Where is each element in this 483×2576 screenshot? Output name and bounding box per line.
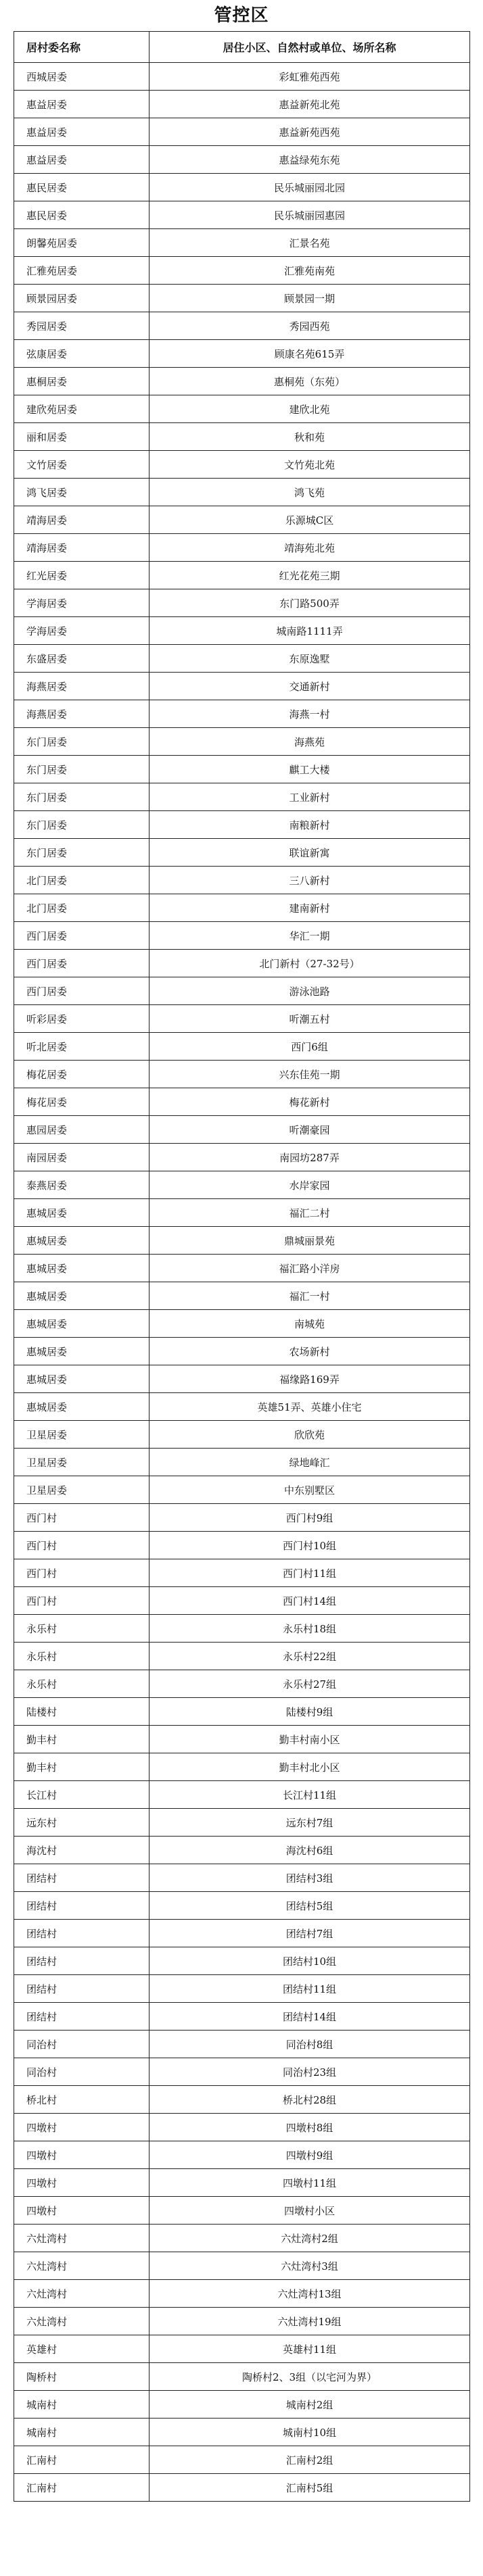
table-row (14, 1753, 470, 1781)
table-row (14, 1864, 470, 1892)
committee-cell: 北门居委 (14, 894, 150, 922)
location-cell: 北门新村（27-32号） (150, 950, 470, 977)
table-row (14, 451, 470, 479)
committee-cell: 桥北村 (14, 2086, 150, 2114)
location-cell: 秀园西苑 (150, 312, 470, 340)
committee-cell: 靖海居委 (14, 506, 150, 534)
location-cell: 华汇一期 (150, 922, 470, 950)
committee-cell: 惠城居委 (14, 1310, 150, 1338)
location-cell: 海沈村6组 (150, 1837, 470, 1864)
location-cell: 团结村5组 (150, 1892, 470, 1920)
table-row (14, 2252, 470, 2280)
table-row (14, 617, 470, 645)
location-cell: 永乐村27组 (150, 1670, 470, 1698)
location-cell: 鼎城丽景苑 (150, 1227, 470, 1255)
committee-cell: 东门居委 (14, 811, 150, 839)
table-row (14, 589, 470, 617)
committee-cell: 听北居委 (14, 1033, 150, 1061)
table-row (14, 1199, 470, 1227)
location-cell: 英雄村11组 (150, 2335, 470, 2363)
committee-cell: 海燕居委 (14, 700, 150, 728)
table-row (14, 257, 470, 285)
committee-cell: 四墩村 (14, 2197, 150, 2225)
table-row (14, 1227, 470, 1255)
location-cell: 听潮豪园 (150, 1116, 470, 1144)
committee-cell: 卫星居委 (14, 1421, 150, 1449)
table-row (14, 63, 470, 91)
location-cell: 民乐城丽园北园 (150, 174, 470, 201)
committee-cell: 丽和居委 (14, 423, 150, 451)
committee-cell: 勤丰村 (14, 1753, 150, 1781)
committee-cell: 惠桐居委 (14, 368, 150, 395)
location-cell: 惠桐苑（东苑） (150, 368, 470, 395)
committee-cell: 西门村 (14, 1504, 150, 1532)
location-cell: 远东村7组 (150, 1809, 470, 1837)
table-row (14, 1726, 470, 1753)
table-row (14, 922, 470, 950)
table-row (14, 2335, 470, 2363)
table-row (14, 201, 470, 229)
table-row (14, 700, 470, 728)
committee-cell: 六灶湾村 (14, 2280, 150, 2308)
table-row (14, 2225, 470, 2252)
committee-cell: 梅花居委 (14, 1088, 150, 1116)
table-row (14, 1809, 470, 1837)
committee-cell: 西门村 (14, 1559, 150, 1587)
table-row (14, 340, 470, 368)
table-row (14, 977, 470, 1005)
table-row (14, 118, 470, 146)
table-row (14, 506, 470, 534)
location-cell: 三八新村 (150, 867, 470, 894)
location-cell: 团结村14组 (150, 2003, 470, 2031)
table-body (14, 63, 470, 2502)
committee-cell: 惠城居委 (14, 1338, 150, 1365)
committee-cell: 西门村 (14, 1587, 150, 1615)
location-cell: 中东别墅区 (150, 1476, 470, 1504)
table-row (14, 1393, 470, 1421)
table-row (14, 368, 470, 395)
location-cell: 工业新村 (150, 783, 470, 811)
committee-cell: 惠城居委 (14, 1227, 150, 1255)
committee-cell: 东门居委 (14, 728, 150, 756)
table-row (14, 1338, 470, 1365)
table-row (14, 1255, 470, 1282)
location-cell: 长江村11组 (150, 1781, 470, 1809)
committee-cell: 西门居委 (14, 922, 150, 950)
committee-cell: 惠城居委 (14, 1365, 150, 1393)
table-row (14, 1088, 470, 1116)
committee-cell: 汇雅苑居委 (14, 257, 150, 285)
table-row (14, 1975, 470, 2003)
location-cell: 水岸家园 (150, 1171, 470, 1199)
table-row (14, 1171, 470, 1199)
committee-cell: 永乐村 (14, 1670, 150, 1698)
committee-cell: 永乐村 (14, 1643, 150, 1670)
committee-cell: 卫星居委 (14, 1449, 150, 1476)
committee-cell: 团结村 (14, 1920, 150, 1947)
table-row (14, 1670, 470, 1698)
committee-cell: 北门居委 (14, 867, 150, 894)
location-cell: 海燕一村 (150, 700, 470, 728)
committee-cell: 团结村 (14, 1864, 150, 1892)
table-row (14, 839, 470, 867)
committee-cell: 汇南村 (14, 2474, 150, 2502)
location-cell: 永乐村22组 (150, 1643, 470, 1670)
table-row (14, 2280, 470, 2308)
location-cell: 福缘路169弄 (150, 1365, 470, 1393)
table-row (14, 1449, 470, 1476)
table-row (14, 534, 470, 562)
location-cell: 勤丰村北小区 (150, 1753, 470, 1781)
location-cell: 红光花苑三期 (150, 562, 470, 589)
committee-cell: 惠城居委 (14, 1199, 150, 1227)
table-row (14, 229, 470, 257)
location-cell: 团结村7组 (150, 1920, 470, 1947)
committee-cell: 东门居委 (14, 783, 150, 811)
location-cell: 惠益新苑西苑 (150, 118, 470, 146)
location-cell: 同治村23组 (150, 2058, 470, 2086)
table-row (14, 2058, 470, 2086)
location-cell: 团结村10组 (150, 1947, 470, 1975)
committee-cell: 永乐村 (14, 1615, 150, 1643)
table-row (14, 894, 470, 922)
table-row (14, 2474, 470, 2502)
table-row (14, 1837, 470, 1864)
table-row (14, 91, 470, 118)
table-row (14, 1920, 470, 1947)
committee-cell: 陶桥村 (14, 2363, 150, 2391)
table-row (14, 1144, 470, 1171)
location-cell: 福汇二村 (150, 1199, 470, 1227)
location-cell: 四墩村小区 (150, 2197, 470, 2225)
table-row (14, 2114, 470, 2141)
committee-cell: 同治村 (14, 2031, 150, 2058)
location-cell: 西门村14组 (150, 1587, 470, 1615)
committee-cell: 听彩居委 (14, 1005, 150, 1033)
committee-cell: 英雄村 (14, 2335, 150, 2363)
location-cell: 英雄51弄、英雄小住宅 (150, 1393, 470, 1421)
table-row (14, 479, 470, 506)
location-cell: 桥北村28组 (150, 2086, 470, 2114)
committee-cell: 团结村 (14, 2003, 150, 2031)
committee-cell: 文竹居委 (14, 451, 150, 479)
committee-cell: 惠益居委 (14, 146, 150, 174)
table-row (14, 1033, 470, 1061)
table-row (14, 2308, 470, 2335)
location-cell: 永乐村18组 (150, 1615, 470, 1643)
table-row (14, 1559, 470, 1587)
committee-cell: 四墩村 (14, 2169, 150, 2197)
location-cell: 四墩村9组 (150, 2141, 470, 2169)
committee-cell: 团结村 (14, 1947, 150, 1975)
location-cell: 六灶湾村19组 (150, 2308, 470, 2335)
table-row (14, 645, 470, 673)
location-cell: 城南村10组 (150, 2419, 470, 2446)
committee-cell: 卫星居委 (14, 1476, 150, 1504)
location-cell: 六灶湾村3组 (150, 2252, 470, 2280)
location-cell: 汇景名苑 (150, 229, 470, 257)
table-row (14, 2419, 470, 2446)
table-row (14, 2141, 470, 2169)
committee-cell: 汇南村 (14, 2446, 150, 2474)
location-cell: 东门路500弄 (150, 589, 470, 617)
committee-cell: 长江村 (14, 1781, 150, 1809)
committee-cell: 东盛居委 (14, 645, 150, 673)
table-row (14, 1947, 470, 1975)
location-cell: 南园坊287弄 (150, 1144, 470, 1171)
committee-cell: 城南村 (14, 2391, 150, 2419)
committee-cell: 西门居委 (14, 950, 150, 977)
table-row (14, 756, 470, 783)
table-row (14, 1116, 470, 1144)
table-row (14, 673, 470, 700)
committee-cell: 鸿飞居委 (14, 479, 150, 506)
committee-cell: 东门居委 (14, 839, 150, 867)
location-cell: 六灶湾村2组 (150, 2225, 470, 2252)
committee-cell: 陆楼村 (14, 1698, 150, 1726)
committee-cell: 靖海居委 (14, 534, 150, 562)
table-row (14, 285, 470, 312)
location-cell: 交通新村 (150, 673, 470, 700)
table-row (14, 1365, 470, 1393)
committee-cell: 团结村 (14, 1892, 150, 1920)
committee-cell: 惠城居委 (14, 1255, 150, 1282)
location-cell: 西门村9组 (150, 1504, 470, 1532)
location-cell: 福汇一村 (150, 1282, 470, 1310)
location-cell: 汇南村5组 (150, 2474, 470, 2502)
committee-cell: 惠民居委 (14, 201, 150, 229)
header-committee: 居村委名称 (14, 32, 150, 63)
location-cell: 汇雅苑南苑 (150, 257, 470, 285)
table-row (14, 2391, 470, 2419)
committee-cell: 海燕居委 (14, 673, 150, 700)
committee-cell: 泰燕居委 (14, 1171, 150, 1199)
location-cell: 团结村3组 (150, 1864, 470, 1892)
location-cell: 四墩村8组 (150, 2114, 470, 2141)
location-cell: 勤丰村南小区 (150, 1726, 470, 1753)
committee-cell: 顾景园居委 (14, 285, 150, 312)
table-row (14, 1892, 470, 1920)
location-cell: 城南村2组 (150, 2391, 470, 2419)
table-row (14, 146, 470, 174)
location-cell: 顾康名苑615弄 (150, 340, 470, 368)
committee-cell: 团结村 (14, 1975, 150, 2003)
location-cell: 欣欣苑 (150, 1421, 470, 1449)
location-cell: 梅花新村 (150, 1088, 470, 1116)
location-cell: 彩虹雅苑西苑 (150, 63, 470, 91)
location-cell: 顾景园一期 (150, 285, 470, 312)
location-cell: 六灶湾村13组 (150, 2280, 470, 2308)
table-row (14, 1421, 470, 1449)
location-cell: 文竹苑北苑 (150, 451, 470, 479)
location-cell: 西门村10组 (150, 1532, 470, 1559)
location-cell: 海燕苑 (150, 728, 470, 756)
table-row (14, 867, 470, 894)
table-header-row (14, 32, 470, 63)
committee-cell: 四墩村 (14, 2114, 150, 2141)
table-row (14, 2446, 470, 2474)
table-row (14, 1587, 470, 1615)
header-location: 居住小区、自然村或单位、场所名称 (150, 32, 470, 63)
table-row (14, 1781, 470, 1809)
location-cell: 靖海苑北苑 (150, 534, 470, 562)
location-cell: 听潮五村 (150, 1005, 470, 1033)
table-row (14, 2197, 470, 2225)
location-cell: 陶桥村2、3组（以宅河为界） (150, 2363, 470, 2391)
table-row (14, 312, 470, 340)
committee-cell: 梅花居委 (14, 1061, 150, 1088)
table-row (14, 1615, 470, 1643)
table-row (14, 950, 470, 977)
committee-cell: 惠民居委 (14, 174, 150, 201)
location-cell: 建南新村 (150, 894, 470, 922)
committee-cell: 南园居委 (14, 1144, 150, 1171)
location-cell: 绿地峰汇 (150, 1449, 470, 1476)
location-cell: 鸿飞苑 (150, 479, 470, 506)
table-row (14, 2003, 470, 2031)
page-title: 管控区 (214, 5, 269, 26)
location-cell: 惠益绿苑东苑 (150, 146, 470, 174)
committee-cell: 惠益居委 (14, 118, 150, 146)
table-row (14, 395, 470, 423)
table-row (14, 562, 470, 589)
committee-cell: 六灶湾村 (14, 2225, 150, 2252)
location-cell: 同治村8组 (150, 2031, 470, 2058)
table-row (14, 174, 470, 201)
location-cell: 秋和苑 (150, 423, 470, 451)
committee-cell: 六灶湾村 (14, 2252, 150, 2280)
committee-cell: 西门村 (14, 1532, 150, 1559)
committee-cell: 惠城居委 (14, 1282, 150, 1310)
committee-cell: 四墩村 (14, 2141, 150, 2169)
location-cell: 城南路1111弄 (150, 617, 470, 645)
location-cell: 福汇路小洋房 (150, 1255, 470, 1282)
table-row (14, 728, 470, 756)
location-cell: 汇南村2组 (150, 2446, 470, 2474)
location-cell: 民乐城丽园惠园 (150, 201, 470, 229)
location-cell: 农场新村 (150, 1338, 470, 1365)
committee-cell: 朗馨苑居委 (14, 229, 150, 257)
location-cell: 麒工大楼 (150, 756, 470, 783)
location-cell: 西门6组 (150, 1033, 470, 1061)
committee-cell: 红光居委 (14, 562, 150, 589)
committee-cell: 东门居委 (14, 756, 150, 783)
location-cell: 惠益新苑北苑 (150, 91, 470, 118)
table-row (14, 1310, 470, 1338)
committee-cell: 惠益居委 (14, 91, 150, 118)
location-cell: 团结村11组 (150, 1975, 470, 2003)
committee-cell: 西门居委 (14, 977, 150, 1005)
table-row (14, 1698, 470, 1726)
table-row (14, 2086, 470, 2114)
committee-cell: 西城居委 (14, 63, 150, 91)
location-cell: 南城苑 (150, 1310, 470, 1338)
table-row (14, 423, 470, 451)
committee-cell: 秀园居委 (14, 312, 150, 340)
location-cell: 乐源城C区 (150, 506, 470, 534)
table-row (14, 1282, 470, 1310)
table-row (14, 1476, 470, 1504)
location-cell: 四墩村11组 (150, 2169, 470, 2197)
committee-cell: 六灶湾村 (14, 2308, 150, 2335)
committee-cell: 学海居委 (14, 617, 150, 645)
location-cell: 东原逸墅 (150, 645, 470, 673)
committee-cell: 勤丰村 (14, 1726, 150, 1753)
table-row (14, 1504, 470, 1532)
location-cell: 陆楼村9组 (150, 1698, 470, 1726)
location-cell: 兴东佳苑一期 (150, 1061, 470, 1088)
table-row (14, 2169, 470, 2197)
table-row (14, 1532, 470, 1559)
table-row (14, 811, 470, 839)
table-row (14, 783, 470, 811)
location-cell: 西门村11组 (150, 1559, 470, 1587)
table-row (14, 1643, 470, 1670)
location-cell: 联谊新寓 (150, 839, 470, 867)
location-cell: 南粮新村 (150, 811, 470, 839)
table-row (14, 1061, 470, 1088)
committee-cell: 城南村 (14, 2419, 150, 2446)
location-cell: 建欣北苑 (150, 395, 470, 423)
table-row (14, 2031, 470, 2058)
committee-cell: 惠城居委 (14, 1393, 150, 1421)
committee-cell: 建欣苑居委 (14, 395, 150, 423)
committee-cell: 远东村 (14, 1809, 150, 1837)
committee-cell: 弦康居委 (14, 340, 150, 368)
table-row (14, 1005, 470, 1033)
committee-cell: 学海居委 (14, 589, 150, 617)
committee-cell: 惠园居委 (14, 1116, 150, 1144)
control-area-table (14, 31, 470, 2502)
table-row (14, 2363, 470, 2391)
committee-cell: 海沈村 (14, 1837, 150, 1864)
committee-cell: 同治村 (14, 2058, 150, 2086)
location-cell: 游泳池路 (150, 977, 470, 1005)
